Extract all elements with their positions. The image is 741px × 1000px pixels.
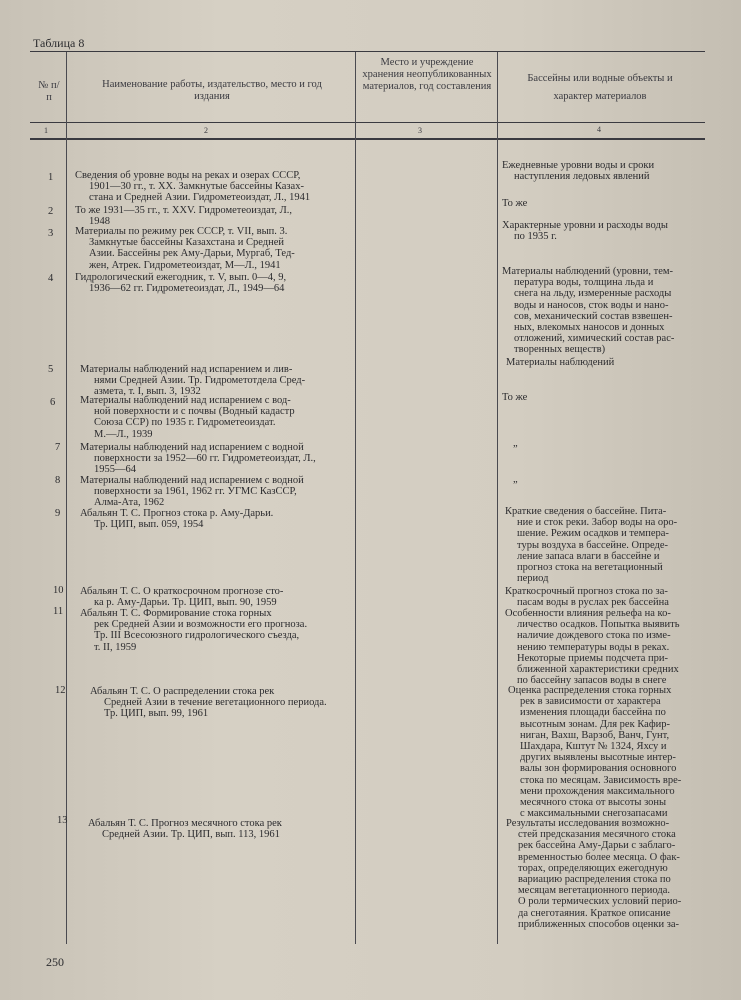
table-top-rule [30, 51, 705, 52]
material-description: Результаты исследования возможно- стей предсказания месячного стока рек бассейна Аму-Дарьи с заблаго- временностью более месяца. О фак- торах, определяющих ежегодную вариацию распределения стока по месяцам вегетационного периода. О роли термических условий перио- да снеготаяния. Краткое описание приближенных способов оценки за- [506, 818, 682, 930]
column-divider-2 [355, 52, 356, 944]
material-description: То же [502, 198, 528, 209]
row-number: 10 [53, 585, 64, 596]
work-title: Абальян Т. С. Прогноз стока р. Аму-Дарьи. Тр. ЦИП, вып. 059, 1954 [80, 508, 274, 531]
header-basins: Бассейны или водные объекты и характер материалов [527, 73, 673, 102]
column-number-2: 2 [204, 126, 208, 135]
row-number: 9 [55, 508, 61, 519]
material-description: „ [513, 474, 518, 485]
row-number: 1 [48, 172, 54, 183]
material-description: Ежедневные уровни воды и сроки наступления ледовых явлений [502, 160, 655, 183]
material-description: „ [513, 438, 518, 449]
row-number: 4 [48, 273, 54, 284]
material-description: То же [502, 392, 528, 403]
material-description: Краткосрочный прогноз стока по за- пасам воды в руслах рек бассейна [505, 586, 669, 609]
material-description: Краткие сведения о бассейне. Пита- ние и сток реки. Забор воды на оро- шение. Режим осадков и темпера- туры воздуха в бассейне. Опреде- ление запаса влаги в бассейне и прогноз стока на вегетационный период [505, 506, 678, 585]
material-description: Особенности влияния рельефа на ко- личество осадков. Попытка выявить наличие дождевого стока по изме- нению температуры воды в реках. Некоторые приемы подсчета при- ближенной характеристики средних по бассейну запасов воды в снеге [505, 608, 680, 687]
page-number: 250 [46, 955, 64, 969]
row-number: 8 [55, 475, 61, 486]
row-number: 2 [48, 206, 54, 217]
material-description: Характерные уровни и расходы воды по 1935 г. [502, 220, 668, 243]
work-title: Материалы по режиму рек СССР, т. VII, вып. 3. Замкнутые бассейны Казахстана и Средней Азии. Бассейны рек Аму-Дарьи, Мургаб, Тед- жен, Атрек. Гидрометеоиздат, М—Л., 1941 [75, 226, 295, 271]
column-number-1: 1 [44, 126, 48, 135]
work-title: Материалы наблюдений над испарением с водной поверхности за 1961, 1962 гг. УГМС КазССР, Алма-Ата, 1962 [80, 475, 304, 509]
column-divider-3 [497, 52, 498, 944]
column-number-3: 3 [418, 126, 422, 135]
row-number: 13 [57, 815, 68, 826]
work-title: Материалы наблюдений над испарением с водной поверхности за 1952—60 гг. Гидрометеоиздат, Л., 1955—64 [80, 442, 316, 476]
row-number: 6 [50, 397, 56, 408]
row-number: 3 [48, 228, 54, 239]
work-title: Абальян Т. С. О краткосрочном прогнозе сто- ка р. Аму-Дарьи. Тр. ЦИП, вып. 90, 1959 [80, 586, 284, 609]
column-number-4: 4 [597, 125, 601, 134]
work-title: Материалы наблюдений над испарением и лив- нями Средней Азии. Тр. Гидрометотдела Сред- азмета, т. I, вып. 3, 1932 [80, 364, 306, 398]
row-number: 7 [55, 442, 61, 453]
work-title: Гидрологический ежегодник, т. V, вып. 0—4, 9, 1936—62 гг. Гидрометеоиздат, Л., 1949—64 [75, 272, 287, 295]
work-title: Абальян Т. С. Формирование стока горных рек Средней Азии и возможности его прогноза. Тр. III Всесоюзного гидрологического съезда, т. II, 1959 [80, 608, 308, 653]
work-title: Абальян Т. С. О распределении стока рек Средней Азии в течение вегетационного периода. Тр. ЦИП, вып. 99, 1961 [90, 686, 327, 720]
work-title: То же 1931—35 гг., т. XXV. Гидрометеоиздат, Л., 1948 [75, 205, 292, 228]
column-divider-1 [66, 52, 67, 944]
row-number: 11 [53, 606, 64, 617]
material-description: Материалы наблюдений [506, 357, 615, 368]
material-description: Оценка распределения стока горных рек в зависимости от характера изменения площади бассейна по высотным зонам. Для рек Кафир- ниган, Вахш, Варзоб, Ванч, Гунт, Шахдара, Кштут № 1324, Яхсу и других выявлены высотные интер- валы зон формирования основного стока по месяцам. Зависимость вре- мени прохождения максимального месячного стока от высоты зоны с максимальными снегозапасами [508, 685, 682, 820]
work-title: Сведения об уровне воды на реках и озерах СССР, 1901—30 гг., т. XX. Замкнутые бассейны Казах- стана и Средней Азии. Гидрометеоиздат, Л., 1941 [75, 170, 311, 204]
table-caption: Таблица 8 [33, 36, 85, 50]
colnum-bottom-rule [30, 138, 705, 140]
header-storage: Место и учреждение хранения неопубликованных материалов, год составления [362, 57, 492, 92]
row-number: 12 [55, 685, 66, 696]
work-title: Материалы наблюдений над испарением с вод- ной поверхности и с почвы (Водный кадастр Союза ССР) по 1935 г. Гидрометеоиздат. М.—Л., 1939 [80, 395, 295, 440]
work-title: Абальян Т. С. Прогноз месячного стока рек Средней Азии. Тр. ЦИП, вып. 113, 1961 [88, 818, 282, 841]
header-num: № п/п [38, 80, 60, 103]
material-description: Материалы наблюдений (уровни, тем- пература воды, толщина льда и снега на льду, измеренные расходы воды и наносов, сток воды и нано- сов, механический состав взвешен- ных, влекомых наносов и донных отложений, химический состав рас- творенных веществ) [502, 266, 675, 356]
header-bottom-rule [30, 122, 705, 123]
row-number: 5 [48, 364, 54, 375]
header-title: Наименование работы, издательство, место и год издания [102, 79, 322, 102]
